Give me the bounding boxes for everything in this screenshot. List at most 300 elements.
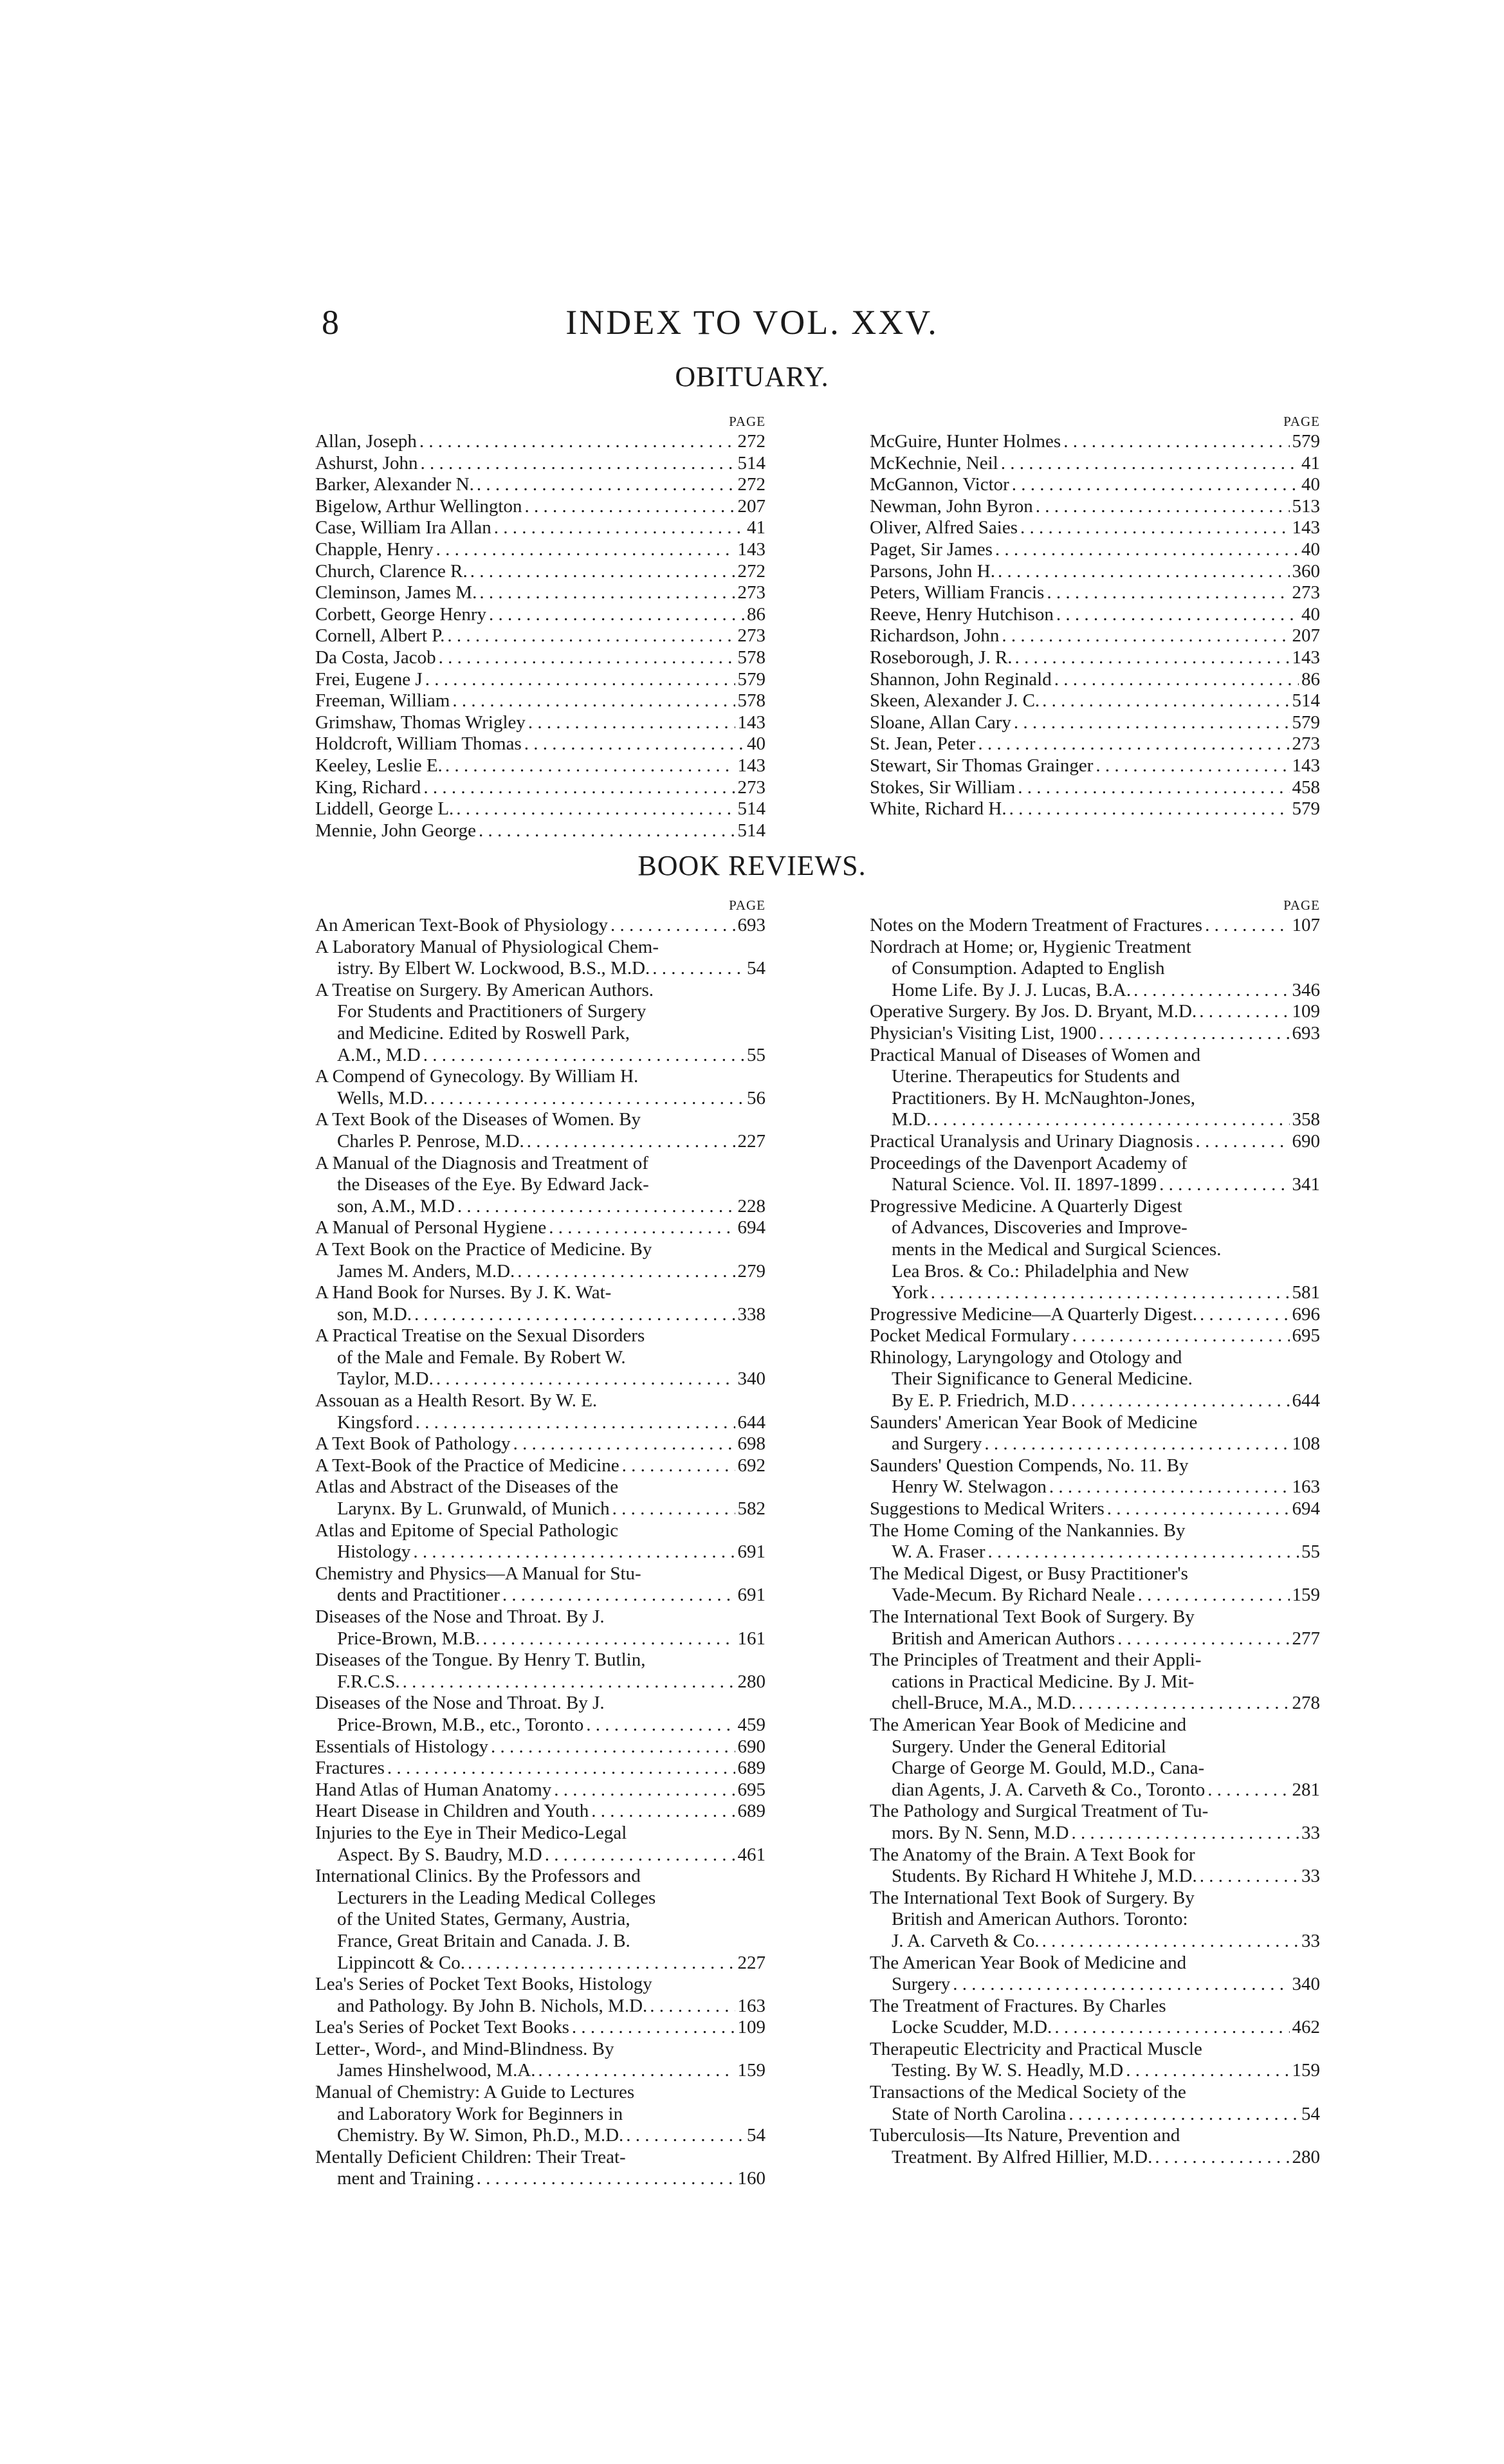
review-title-text: Therapeutic Electricity and Practical Muscle	[870, 2038, 1202, 2059]
obituary-page: 578	[737, 647, 766, 668]
obituary-page: 273	[1292, 582, 1320, 603]
obituary-name: Oliver, Alfred Saies	[870, 517, 1018, 538]
obituary-entry	[315, 733, 766, 755]
review-page: 227	[737, 1952, 766, 1973]
review-line	[870, 1153, 1320, 1175]
obituary-page: 272	[737, 560, 766, 582]
review-title-text: Diseases of the Nose and Throat. By J.	[315, 1693, 605, 1714]
review-line	[315, 1131, 766, 1153]
review-line	[870, 1498, 1320, 1520]
review-entry	[870, 1498, 1320, 1520]
obituary-page: 579	[737, 668, 766, 690]
review-page: 228	[737, 1195, 766, 1217]
review-line	[870, 1823, 1320, 1844]
review-page: 695	[737, 1779, 766, 1800]
leader-dots	[1068, 2104, 1299, 2126]
review-line	[870, 1628, 1320, 1650]
page-number: 8	[322, 303, 339, 342]
page-column-label: PAGE	[729, 897, 766, 913]
review-page: 698	[737, 1433, 766, 1455]
review-page: 108	[1292, 1433, 1320, 1455]
review-line	[870, 1736, 1320, 1758]
review-line	[870, 1433, 1320, 1455]
review-title-text: Lippincott & Co.	[337, 1952, 465, 1973]
review-title-text: State of North Carolina	[892, 2103, 1067, 2124]
review-page: 696	[1292, 1303, 1320, 1325]
review-page: 109	[1292, 1001, 1320, 1022]
review-title-text: Manual of Chemistry: A Guide to Lectures	[315, 2082, 635, 2103]
obituary-name: Cleminson, James M.	[315, 582, 477, 603]
review-title-text: The Treatment of Fractures. By Charles	[870, 1995, 1166, 2016]
leader-dots	[403, 1671, 735, 1693]
review-title-text: A Treatise on Surgery. By American Authors.	[315, 979, 654, 1000]
review-entry	[315, 1563, 766, 1606]
review-title-text: ment and Training	[337, 2168, 474, 2189]
review-entry	[870, 1131, 1320, 1153]
review-page: 109	[737, 2017, 766, 2038]
review-entry	[870, 1412, 1320, 1455]
obituary-entry	[315, 496, 766, 518]
review-title-text: Their Significance to General Medicine.	[892, 1368, 1193, 1390]
review-line	[315, 1217, 766, 1239]
obituary-entry	[315, 582, 766, 604]
obituary-page: 143	[1292, 647, 1320, 668]
review-entry	[870, 1888, 1320, 1953]
leader-dots	[1036, 496, 1290, 518]
review-title-text: British and American Authors. Toronto:	[892, 1909, 1188, 1930]
review-page: 691	[737, 1585, 766, 1606]
review-title-text: M.D.	[892, 1109, 931, 1130]
review-line	[315, 1239, 766, 1261]
review-page: 280	[1292, 2146, 1320, 2167]
review-page: 107	[1292, 915, 1320, 935]
obituary-page: 514	[737, 452, 766, 473]
review-entry	[315, 2082, 766, 2147]
review-title-text: Atlas and Epitome of Special Pathologic	[315, 1520, 619, 1541]
review-entry	[870, 1325, 1320, 1347]
leader-dots	[984, 1433, 1289, 1455]
review-line	[315, 2104, 766, 2126]
review-title-text: Letter-, Word-, and Mind-Blindness. By	[315, 2038, 614, 2059]
obituary-page: 40	[1301, 603, 1320, 625]
review-line	[315, 1066, 766, 1088]
review-title-text: Lea Bros. & Co.: Philadelphia and New	[892, 1260, 1189, 1282]
review-line	[315, 1715, 766, 1736]
review-line	[870, 1261, 1320, 1283]
review-page: 340	[1292, 1974, 1320, 1995]
review-line	[315, 1325, 766, 1347]
review-title-text: Price-Brown, M.B., etc., Toronto	[337, 1714, 584, 1735]
obituary-page: 579	[1292, 431, 1320, 452]
review-line	[870, 2060, 1320, 2082]
leader-dots	[425, 669, 735, 691]
leader-dots	[456, 798, 735, 820]
obituary-entry	[870, 582, 1320, 604]
obituary-page: 273	[1292, 733, 1320, 755]
review-title-text: A Practical Treatise on the Sexual Disorders	[315, 1325, 645, 1347]
review-entry	[315, 2017, 766, 2039]
review-title-text: Progressive Medicine. A Quarterly Digest	[870, 1195, 1182, 1217]
leader-dots	[502, 1585, 735, 1606]
obituary-name: Barker, Alexander N.	[315, 474, 474, 495]
review-page: 55	[1301, 1541, 1320, 1563]
leader-dots	[591, 1801, 735, 1823]
leader-dots	[468, 1953, 735, 1974]
obituary-page: 86	[1301, 668, 1320, 690]
review-entry	[315, 1217, 766, 1239]
review-entry	[315, 1325, 766, 1390]
leader-dots	[626, 2125, 744, 2147]
review-line	[315, 1023, 766, 1045]
review-title-text: France, Great Britain and Canada. J. B.	[337, 1930, 630, 1951]
review-entry	[315, 1066, 766, 1109]
review-page: 644	[737, 1411, 766, 1433]
obituary-entry	[315, 755, 766, 777]
leader-dots	[494, 517, 744, 539]
review-title-text: The Pathology and Surgical Treatment of Tu-	[870, 1801, 1209, 1822]
review-line	[315, 1412, 766, 1434]
review-page: 55	[747, 1044, 766, 1065]
review-page: 161	[737, 1628, 766, 1649]
review-entry	[870, 1455, 1320, 1498]
review-line	[315, 1455, 766, 1477]
review-entry	[315, 1974, 766, 2017]
review-title-text: Saunders' Question Compends, No. 11. By	[870, 1455, 1189, 1476]
obituary-name: Keeley, Leslie E.	[315, 755, 443, 776]
obituary-entry	[315, 820, 766, 842]
review-entry	[315, 1693, 766, 1736]
review-line	[870, 2125, 1320, 2147]
obituary-page: 143	[737, 538, 766, 560]
book-reviews-right-column	[870, 896, 1320, 2168]
leader-dots	[1196, 1131, 1290, 1153]
review-entry	[315, 980, 766, 1066]
obituary-name: Bigelow, Arthur Wellington	[315, 495, 522, 517]
obituary-page: 579	[1292, 712, 1320, 733]
review-line	[870, 1650, 1320, 1671]
obituary-entry	[870, 777, 1320, 799]
page-column-label: PAGE	[1283, 414, 1320, 429]
review-entry	[315, 1390, 766, 1433]
leader-dots	[1200, 1304, 1289, 1326]
obituary-name: Cornell, Albert P.	[315, 625, 445, 647]
review-title-text: W. A. Fraser	[892, 1541, 986, 1563]
leader-dots	[1018, 777, 1289, 799]
leader-dots	[1137, 1585, 1289, 1606]
review-title-text: Operative Surgery. By Jos. D. Bryant, M.D.	[870, 1001, 1197, 1022]
review-line	[315, 1801, 766, 1823]
review-line	[870, 1045, 1320, 1067]
obituary-name: St. Jean, Peter	[870, 733, 976, 755]
leader-dots	[650, 1996, 735, 2018]
leader-dots	[1056, 604, 1299, 626]
review-title-text: son, M.D.	[337, 1303, 412, 1325]
obituary-title: OBITUARY.	[675, 361, 829, 392]
leader-dots	[1107, 1498, 1290, 1520]
review-title-text: Charles P. Penrose, M.D.	[337, 1130, 524, 1152]
review-line	[315, 1888, 766, 1909]
review-entry	[315, 1282, 766, 1325]
review-title-text: Chemistry and Physics—A Manual for Stu-	[315, 1563, 641, 1584]
review-title-text: the Diseases of the Eye. By Edward Jack-	[337, 1174, 649, 1195]
review-line	[315, 1779, 766, 1801]
obituary-page: 143	[737, 712, 766, 733]
obituary-name: Reeve, Henry Hutchison	[870, 603, 1054, 625]
review-entry	[870, 915, 1320, 937]
obituary-name: Ashurst, John	[315, 452, 418, 473]
obituary-page: 514	[737, 798, 766, 820]
review-line	[315, 2125, 766, 2147]
review-line	[870, 2147, 1320, 2169]
review-title-text: Price-Brown, M.B.	[337, 1628, 481, 1649]
review-line	[870, 1606, 1320, 1628]
obituary-right-column	[870, 412, 1320, 820]
review-title-text: Histology	[337, 1541, 411, 1563]
review-line	[315, 1736, 766, 1758]
review-title-text: dents and Practitioner	[337, 1585, 500, 1606]
obituary-name: Da Costa, Jacob	[315, 647, 436, 668]
review-title-text: A Text-Book of the Practice of Medicine	[315, 1455, 619, 1476]
review-title-text: chell-Bruce, M.A., M.D.	[892, 1693, 1076, 1714]
obituary-name: Frei, Eugene J	[315, 668, 423, 690]
leader-dots	[554, 1779, 735, 1801]
review-entry	[870, 1606, 1320, 1650]
review-title-text: of Advances, Discoveries and Improve-	[892, 1217, 1188, 1238]
review-line	[870, 1390, 1320, 1412]
obituary-page: 273	[737, 777, 766, 798]
obituary-page: 513	[1292, 495, 1320, 517]
review-title-text: Surgery	[892, 1974, 951, 1995]
review-line	[870, 1023, 1320, 1045]
leader-dots	[436, 539, 735, 561]
review-title-text: Larynx. By L. Grunwald, of Munich	[337, 1498, 610, 1520]
review-page: 693	[1292, 1022, 1320, 1044]
obituary-entry	[870, 453, 1320, 475]
obituary-name: Skeen, Alexander J. C.	[870, 690, 1040, 712]
review-line	[315, 1001, 766, 1023]
review-title-text: of the United States, Germany, Austria,	[337, 1909, 630, 1930]
review-title-text: The Principles of Treatment and their Appli-	[870, 1650, 1202, 1671]
obituary-name: Stewart, Sir Thomas Grainger	[870, 755, 1094, 776]
review-page: 159	[1292, 1585, 1320, 1606]
leader-dots	[413, 1541, 735, 1563]
leader-dots	[470, 561, 735, 583]
review-page: 33	[1301, 1866, 1320, 1887]
review-line	[870, 1066, 1320, 1088]
obituary-name: Holdcroft, William Thomas	[315, 733, 522, 755]
review-page: 462	[1292, 2017, 1320, 2038]
leader-dots	[1159, 1174, 1289, 1196]
leader-dots	[416, 1412, 735, 1434]
review-line	[870, 958, 1320, 980]
obituary-entry	[870, 733, 1320, 755]
review-entry	[315, 1455, 766, 1477]
review-page: 692	[737, 1455, 766, 1476]
review-page: 163	[1292, 1476, 1320, 1498]
review-line	[870, 1131, 1320, 1153]
review-line	[315, 1844, 766, 1866]
review-line	[870, 1844, 1320, 1866]
review-page: 341	[1292, 1174, 1320, 1195]
review-title-text: Pocket Medical Formulary	[870, 1325, 1070, 1347]
leader-dots	[1072, 1390, 1290, 1412]
leader-dots	[423, 1045, 744, 1067]
review-line	[870, 1974, 1320, 1996]
review-title-text: For Students and Practitioners of Surgery	[337, 1001, 647, 1022]
obituary-entry	[315, 669, 766, 691]
review-entry	[870, 937, 1320, 1002]
leader-dots	[995, 539, 1299, 561]
review-title-text: Surgery. Under the General Editorial	[892, 1736, 1166, 1757]
review-title-text: Taylor, M.D.	[337, 1368, 434, 1390]
review-page: 54	[747, 2125, 766, 2146]
leader-dots	[1199, 1001, 1289, 1023]
review-title-text: Saunders' American Year Book of Medicine	[870, 1411, 1198, 1433]
review-page: 691	[737, 1541, 766, 1563]
leader-dots	[1049, 1476, 1290, 1498]
review-page: 281	[1292, 1779, 1320, 1800]
review-line	[315, 1758, 766, 1779]
obituary-name: Paget, Sir James	[870, 538, 993, 560]
obituary-entry	[870, 798, 1320, 820]
review-line	[870, 2039, 1320, 2061]
review-line	[315, 980, 766, 1002]
leader-dots	[445, 755, 735, 777]
review-title-text: The American Year Book of Medicine and	[870, 1714, 1187, 1735]
leader-dots	[1042, 690, 1289, 712]
review-line	[315, 1909, 766, 1931]
review-entry	[870, 1844, 1320, 1888]
review-line	[870, 1304, 1320, 1326]
obituary-name: McKechnie, Neil	[870, 452, 998, 473]
leader-dots	[1001, 453, 1299, 475]
review-page: 163	[737, 1995, 766, 2016]
review-line	[870, 2082, 1320, 2104]
obituary-entry	[870, 539, 1320, 561]
obituary-name: Case, William Ira Allan	[315, 517, 491, 538]
review-line	[315, 958, 766, 980]
review-title-text: International Clinics. By the Professors and	[315, 1866, 641, 1887]
review-page: 582	[737, 1498, 766, 1520]
review-line	[315, 1974, 766, 1996]
review-line	[870, 1779, 1320, 1801]
review-entry	[315, 915, 766, 937]
review-title-text: Progressive Medicine—A Quarterly Digest.	[870, 1303, 1198, 1325]
review-line	[870, 937, 1320, 959]
leader-dots	[491, 1736, 735, 1758]
review-entry	[870, 1001, 1320, 1023]
leader-dots	[482, 1628, 735, 1650]
obituary-name: Chapple, Henry	[315, 538, 434, 560]
review-line	[315, 1585, 766, 1606]
review-title-text: Lecturers in the Leading Medical Colleges	[337, 1887, 656, 1908]
review-entry	[870, 1304, 1320, 1326]
review-title-text: The Medical Digest, or Busy Practitioner's	[870, 1563, 1188, 1584]
leader-dots	[538, 2060, 735, 2082]
review-page: 695	[1292, 1325, 1320, 1347]
obituary-name: Liddell, George L.	[315, 798, 454, 820]
leader-dots	[1126, 2060, 1289, 2082]
obituary-entry	[870, 431, 1320, 453]
obituary-name: Stokes, Sir William	[870, 777, 1016, 798]
review-line	[870, 1476, 1320, 1498]
obituary-name: Roseborough, J. R.	[870, 647, 1013, 668]
leader-dots	[572, 2017, 735, 2039]
leader-dots	[612, 1498, 735, 1520]
obituary-page: 273	[737, 582, 766, 603]
review-page: 690	[1292, 1130, 1320, 1152]
review-title-text: istry. By Elbert W. Lockwood, B.S., M.D.	[337, 958, 650, 979]
leader-dots	[1117, 1628, 1289, 1650]
review-entry	[315, 1779, 766, 1801]
review-line	[315, 1304, 766, 1326]
review-title-text: Transactions of the Medical Society of the	[870, 2082, 1186, 2103]
review-line	[315, 1088, 766, 1110]
leader-dots	[1047, 582, 1289, 604]
obituary-page: 360	[1292, 560, 1320, 582]
page-column-label: PAGE	[1283, 897, 1320, 913]
review-title-text: Practical Uranalysis and Urinary Diagnosis	[870, 1130, 1193, 1152]
review-title-text: The American Year Book of Medicine and	[870, 1952, 1187, 1973]
review-title-text: Proceedings of the Davenport Academy of	[870, 1152, 1188, 1173]
review-title-text: British and American Authors	[892, 1628, 1115, 1649]
obituary-entry	[315, 690, 766, 712]
review-line	[870, 1325, 1320, 1347]
leader-dots	[1009, 798, 1290, 820]
leader-dots	[988, 1541, 1299, 1563]
leader-dots	[447, 625, 735, 647]
review-page: 338	[737, 1303, 766, 1325]
review-line	[315, 1693, 766, 1715]
obituary-entry	[870, 496, 1320, 518]
review-page: 159	[1292, 2060, 1320, 2081]
review-entry	[315, 1823, 766, 1866]
review-page: 459	[737, 1714, 766, 1735]
review-title-text: James Hinshelwood, M.A.	[337, 2060, 536, 2081]
review-page: 693	[737, 915, 766, 935]
review-line	[870, 1866, 1320, 1888]
leader-dots	[528, 712, 735, 734]
review-title-text: Rhinology, Laryngology and Otology and	[870, 1347, 1182, 1368]
review-entry	[870, 1563, 1320, 1606]
review-title-text: Heart Disease in Children and Youth	[315, 1801, 589, 1822]
obituary-name: Mennie, John George	[315, 820, 476, 841]
obituary-page: 514	[737, 820, 766, 841]
leader-dots	[524, 496, 735, 518]
obituary-page: 143	[1292, 755, 1320, 776]
review-title-text: A Text Book of the Diseases of Women. By	[315, 1109, 641, 1130]
review-line	[315, 1282, 766, 1304]
review-line	[315, 1153, 766, 1175]
review-entry	[315, 1736, 766, 1758]
obituary-name: Shannon, John Reginald	[870, 668, 1052, 690]
review-line	[870, 1368, 1320, 1390]
leader-dots	[423, 777, 735, 799]
leader-dots	[622, 1455, 735, 1477]
obituary-name: Freeman, William	[315, 690, 450, 712]
review-title-text: son, A.M., M.D	[337, 1195, 455, 1217]
obituary-entry	[315, 712, 766, 734]
leader-dots	[1200, 1866, 1299, 1888]
review-line	[870, 1931, 1320, 1953]
review-line	[315, 1866, 766, 1888]
leader-dots	[414, 1304, 735, 1326]
obituary-entry	[315, 517, 766, 539]
obituary-entry	[315, 561, 766, 583]
review-title-text: Fractures	[315, 1758, 385, 1779]
leader-dots	[1133, 980, 1289, 1002]
review-line	[870, 1239, 1320, 1261]
